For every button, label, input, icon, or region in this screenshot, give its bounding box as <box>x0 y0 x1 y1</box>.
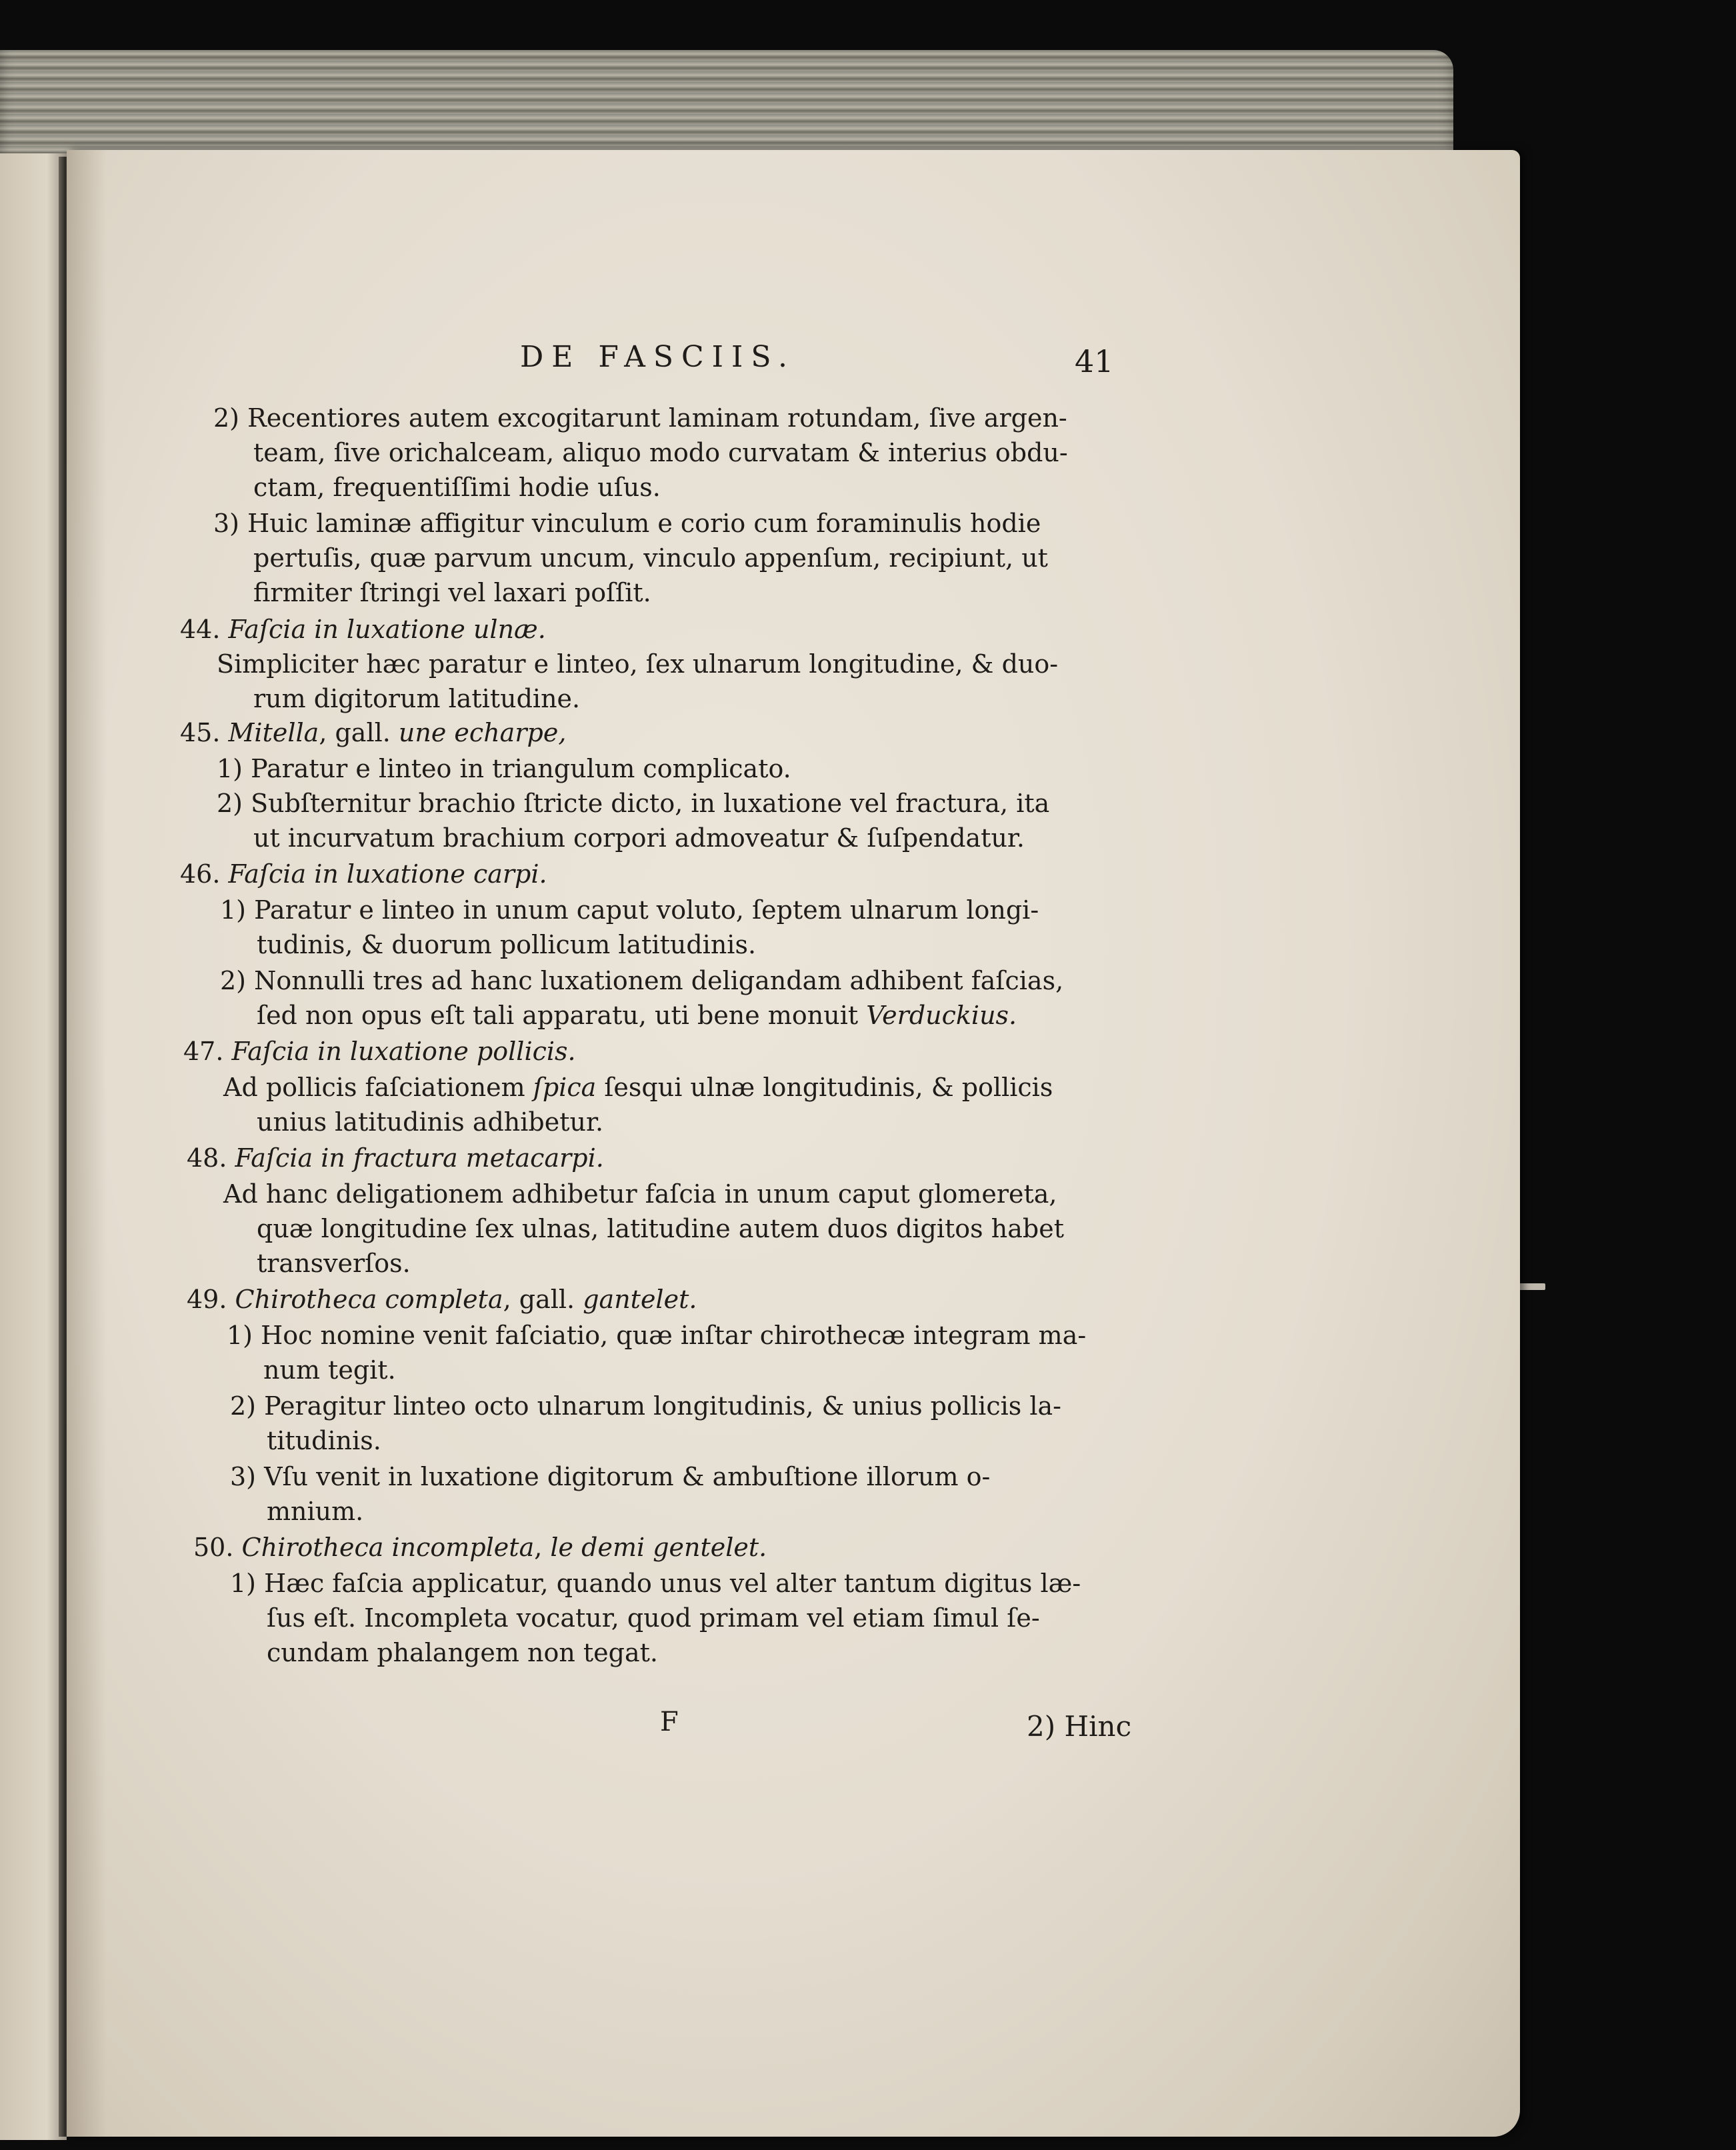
text-line <box>183 1039 576 1064</box>
line-text: 2) Nonnulli tres ad hanc luxationem deligandam adhibent faſcias, <box>220 966 1064 995</box>
text-line <box>257 1003 1017 1028</box>
text-line <box>267 1499 363 1524</box>
line-text: 49. <box>187 1285 235 1314</box>
line-text: 3) Vſu venit in luxatione digitorum & ambuſtione illorum o- <box>230 1462 991 1491</box>
text-line <box>257 1251 411 1276</box>
text-line <box>220 968 1063 993</box>
text-line <box>253 580 651 605</box>
text-line <box>180 617 546 642</box>
line-text: tudinis, & duorum pollicum latitudinis. <box>257 930 757 959</box>
text-line <box>217 651 1058 677</box>
line-text: transverſos. <box>257 1249 411 1278</box>
line-italic: Faſcia in luxatione ulnæ. <box>228 615 546 644</box>
text-line <box>253 475 661 500</box>
text-line <box>253 440 1068 465</box>
line-text: 3) Huic laminæ affigitur vinculum e corio cum foraminulis hodie <box>213 509 1041 538</box>
line-text: ſus eſt. Incompleta vocatur, quod primam vel etiam ſimul ſe- <box>267 1603 1040 1633</box>
page-number: 41 <box>1075 343 1114 379</box>
line-text: unius latitudinis adhibetur. <box>257 1107 604 1137</box>
line-text: firmiter ſtringi vel laxari poſſit. <box>253 578 651 607</box>
text-line <box>267 1640 658 1665</box>
text-line <box>253 825 1025 851</box>
line-text: Simpliciter hæc paratur e linteo, ſex ulnarum longitudine, & duo- <box>217 649 1059 679</box>
running-title: DE FASCIIS. <box>520 340 795 374</box>
line-italic: Mitella <box>228 718 319 747</box>
line-text: quæ longitudine ſex ulnas, latitudine autem duos digitos habet <box>257 1214 1064 1243</box>
line-text: 1) Paratur e linteo in triangulum complicato. <box>217 754 791 783</box>
text-line <box>213 511 1041 536</box>
line-italic: le demi gentelet. <box>550 1533 767 1562</box>
line-text: cundam phalangem non tegat. <box>267 1638 658 1667</box>
line-italic: gantelet. <box>583 1285 697 1314</box>
text-line <box>220 897 1039 923</box>
line-text: 46. <box>180 859 229 889</box>
text-line <box>187 1145 604 1171</box>
text-line <box>267 1605 1040 1631</box>
line-text-after: ſesqui ulnæ longitudinis, & pollicis <box>596 1073 1053 1102</box>
text-line <box>217 791 1049 816</box>
text-line <box>230 1464 990 1489</box>
text-line <box>257 1216 1064 1241</box>
text-line <box>227 1323 1086 1348</box>
line-text: mnium. <box>267 1497 364 1526</box>
line-text: 48. <box>187 1143 235 1173</box>
line-text: 2) Peragitur linteo octo ulnarum longitudinis, & unius pollicis la- <box>230 1391 1061 1421</box>
text-line <box>257 1109 603 1135</box>
book-edge <box>0 50 1453 167</box>
text-line <box>267 1428 381 1453</box>
line-text: ut incurvatum brachium corpori admoveatur & ſuſpendatur. <box>253 823 1025 853</box>
line-italic: ſpica <box>533 1073 597 1102</box>
text-line <box>223 1075 1053 1100</box>
line-text: ctam, frequentiſſimi hodie uſus. <box>253 473 661 502</box>
line-text: num tegit. <box>263 1355 396 1385</box>
text-line <box>187 1287 697 1312</box>
line-text: 1) Hoc nomine venit faſciatio, quæ inſtar chirothecæ integram ma- <box>227 1321 1087 1350</box>
line-italic: Chirotheca completa <box>235 1285 503 1314</box>
line-text: 1) Paratur e linteo in unum caput voluto, ſeptem ulnarum longi- <box>220 895 1039 925</box>
line-text: 50. <box>193 1533 242 1562</box>
line-text: ſed non opus eſt tali apparatu, uti bene monuit <box>257 1001 867 1030</box>
left-facing-page <box>0 153 67 2140</box>
line-text: 1) Hæc faſcia applicatur, quando unus vel alter tantum digitus læ- <box>230 1569 1081 1598</box>
line-text: titudinis. <box>267 1426 381 1455</box>
line-text: Ad hanc deligationem adhibetur faſcia in unum caput glomereta, <box>223 1179 1057 1209</box>
signature-mark: F <box>660 1707 679 1737</box>
line-text: pertuſis, quæ parvum uncum, vinculo appenſum, recipiunt, ut <box>253 543 1048 573</box>
text-line <box>253 545 1048 571</box>
line-text: Ad pollicis faſciationem <box>223 1073 533 1102</box>
line-text: team, ſive orichalceam, aliquo modo curvatam & interius obdu- <box>253 438 1068 467</box>
line-italic: Verduckius. <box>866 1001 1017 1030</box>
line-text: 44. <box>180 615 229 644</box>
line-text-after: , gall. <box>319 718 399 747</box>
line-italic: Faſcia in luxatione pollicis. <box>231 1037 576 1066</box>
text-line <box>223 1181 1057 1207</box>
line-text: 45. <box>180 718 229 747</box>
line-italic: Chirotheca incompleta <box>241 1533 535 1562</box>
line-text: rum digitorum latitudine. <box>253 684 581 713</box>
text-line <box>257 932 756 957</box>
line-text-after: , <box>534 1533 551 1562</box>
line-text-after: , gall. <box>503 1285 583 1314</box>
line-italic: Faſcia in fractura metacarpi. <box>235 1143 604 1173</box>
catchword: 2) Hinc <box>1027 1710 1132 1743</box>
line-text: 2) Subſternitur brachio ſtricte dicto, in luxatione vel fractura, ita <box>217 789 1050 818</box>
text-line <box>230 1571 1081 1596</box>
text-line <box>230 1393 1061 1419</box>
text-line <box>253 686 580 711</box>
text-line <box>180 861 547 887</box>
text-line <box>193 1535 767 1560</box>
line-text: 47. <box>183 1037 232 1066</box>
line-italic: Faſcia in luxatione carpi. <box>228 859 547 889</box>
text-line <box>217 756 791 781</box>
text-line <box>263 1357 396 1383</box>
line-italic: une echarpe, <box>398 718 567 747</box>
line-text: 2) Recentiores autem excogitarunt laminam rotundam, ſive argen- <box>213 403 1067 433</box>
text-line <box>180 720 566 745</box>
text-line <box>213 405 1067 431</box>
